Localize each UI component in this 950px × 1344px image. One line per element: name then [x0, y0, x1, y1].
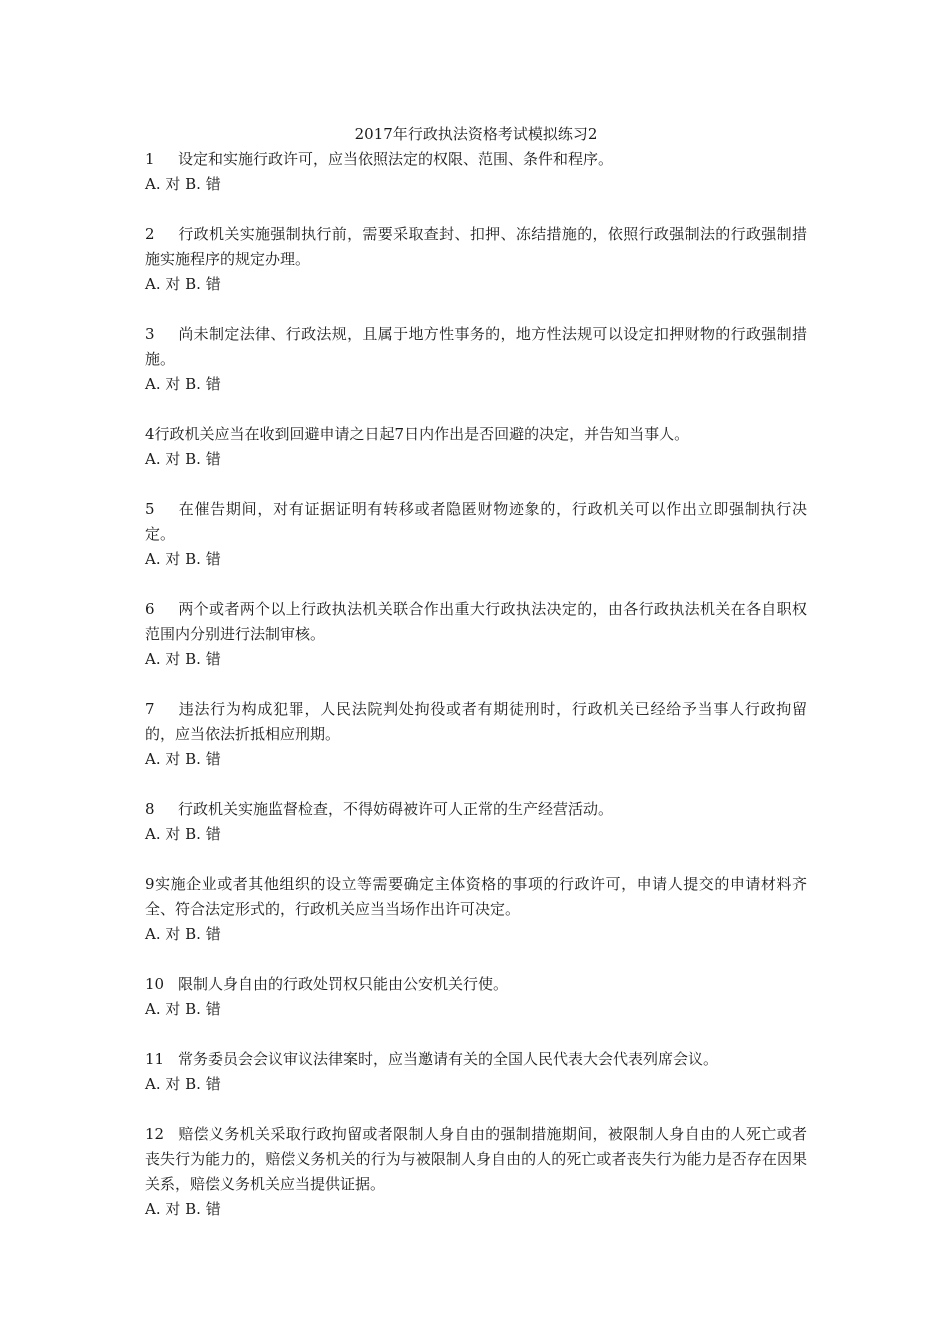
question-number: 11 — [145, 1050, 165, 1068]
question-number: 9 — [145, 875, 155, 893]
answer-options: A. 对 B. 错 — [145, 1000, 221, 1018]
question-body: 行政机关实施监督检查，不得妨碍被许可人正常的生产经营活动。 — [178, 800, 614, 818]
question-body: 违法行为构成犯罪，人民法院判处拘役或者有期徒刑时，行政机关已经给予当事人行政拘留的，应当依法折抵相应刑期。 — [145, 700, 807, 743]
question-number: 12 — [145, 1125, 165, 1143]
question-body: 在催告期间，对有证据证明有转移或者隐匿财物迹象的，行政机关可以作出立即强制执行决定。 — [145, 500, 807, 543]
question-text — [145, 1047, 807, 1072]
question-item — [145, 1047, 807, 1097]
answer-options: A. 对 B. 错 — [145, 550, 221, 568]
question-item — [145, 972, 807, 1022]
answer-options: A. 对 B. 错 — [145, 1075, 221, 1093]
question-list — [145, 147, 807, 1222]
question-number: 10 — [145, 975, 165, 993]
document-title: 2017年行政执法资格考试模拟练习2 — [354, 125, 598, 143]
question-body: 赔偿义务机关采取行政拘留或者限制人身自由的强制措施期间，被限制人身自由的人死亡或者丧失行为能力的，赔偿义务机关的行为与被限制人身自由的人的死亡或者丧失行为能力是否存在因果关系，赔偿义务机关应当提供证据。 — [145, 1125, 807, 1193]
question-item — [145, 1122, 807, 1222]
question-text — [145, 222, 807, 272]
question-number: 5 — [145, 500, 155, 518]
question-body: 限制人身自由的行政处罚权只能由公安机关行使。 — [178, 975, 509, 993]
question-text — [145, 497, 807, 547]
question-item — [145, 697, 807, 772]
question-item — [145, 497, 807, 572]
question-body: 行政机关应当在收到回避申请之日起7日内作出是否回避的决定，并告知当事人。 — [154, 425, 690, 443]
question-text — [145, 422, 807, 447]
question-body: 两个或者两个以上行政执法机关联合作出重大行政执法决定的，由各行政执法机关在各自职权范围内分别进行法制审核。 — [145, 600, 807, 643]
question-number: 6 — [145, 600, 155, 618]
question-body: 行政机关实施强制执行前，需要采取查封、扣押、冻结措施的，依照行政强制法的行政强制措施实施程序的规定办理。 — [145, 225, 807, 268]
question-item — [145, 597, 807, 672]
answer-options: A. 对 B. 错 — [145, 825, 221, 843]
question-number: 3 — [145, 325, 155, 343]
question-body: 实施企业或者其他组织的设立等需要确定主体资格的事项的行政许可，申请人提交的申请材料齐全、符合法定形式的，行政机关应当当场作出许可决定。 — [145, 875, 807, 918]
question-number: 4 — [145, 425, 155, 443]
answer-options: A. 对 B. 错 — [145, 1200, 221, 1218]
question-body: 常务委员会会议审议法律案时，应当邀请有关的全国人民代表大会代表列席会议。 — [178, 1050, 719, 1068]
answer-options: A. 对 B. 错 — [145, 750, 221, 768]
question-number: 8 — [145, 800, 155, 818]
question-text — [145, 972, 807, 997]
question-text — [145, 597, 807, 647]
question-text — [145, 1122, 807, 1197]
document-page — [145, 122, 807, 1222]
answer-options: A. 对 B. 错 — [145, 650, 221, 668]
question-item — [145, 222, 807, 297]
question-body: 尚未制定法律、行政法规，且属于地方性事务的，地方性法规可以设定扣押财物的行政强制措施。 — [145, 325, 807, 368]
answer-options: A. 对 B. 错 — [145, 925, 221, 943]
question-text — [145, 797, 807, 822]
question-text — [145, 697, 807, 747]
question-body: 设定和实施行政许可，应当依照法定的权限、范围、条件和程序。 — [178, 150, 614, 168]
answer-options: A. 对 B. 错 — [145, 275, 221, 293]
question-number: 7 — [145, 700, 155, 718]
answer-options: A. 对 B. 错 — [145, 375, 221, 393]
question-item — [145, 322, 807, 397]
question-number: 2 — [145, 225, 155, 243]
question-item — [145, 422, 807, 472]
question-item — [145, 147, 807, 197]
question-text — [145, 147, 807, 172]
question-text — [145, 872, 807, 922]
question-number: 1 — [145, 150, 155, 168]
answer-options: A. 对 B. 错 — [145, 450, 221, 468]
answer-options: A. 对 B. 错 — [145, 175, 221, 193]
question-item — [145, 872, 807, 947]
question-text — [145, 322, 807, 372]
question-item — [145, 797, 807, 847]
